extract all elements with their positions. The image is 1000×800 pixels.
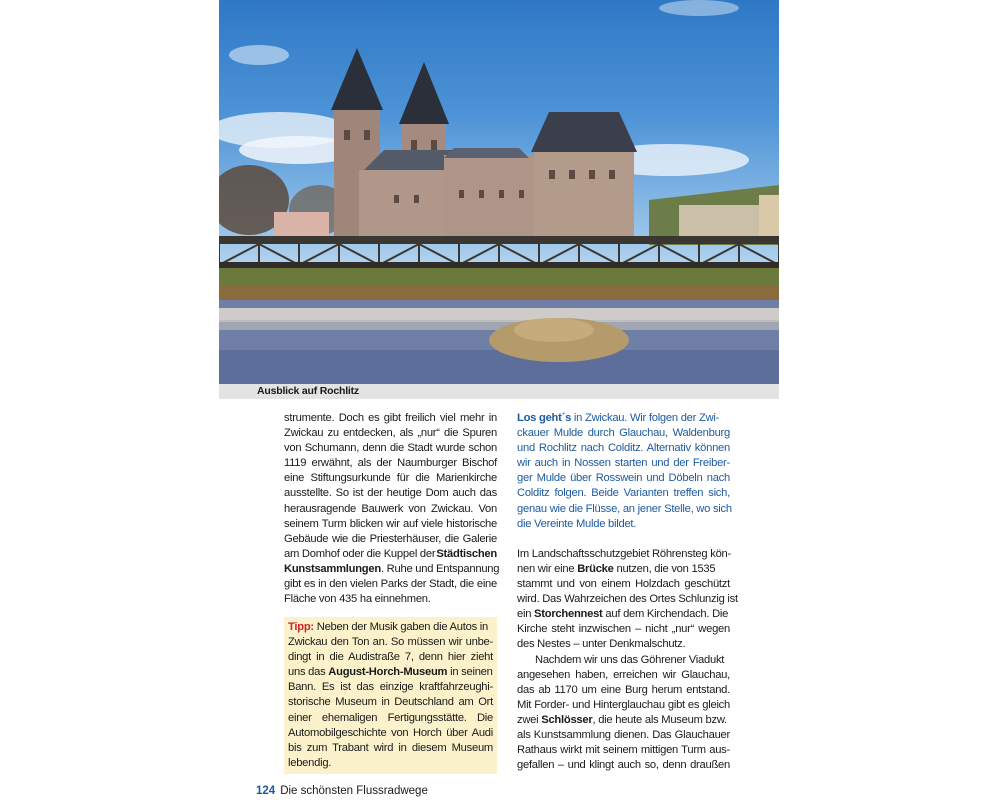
text-fragment: nutzen, die von 1535 [613,562,716,575]
tip-label: Tipp: [288,621,314,633]
tip-box [284,617,497,774]
text-fragment: zwei [517,713,542,726]
book-title: Die schönsten Flussradwege [280,785,428,797]
text-line: Mit Forder- und Hinterglauchau gibt es gleich [517,698,730,711]
highlight-bruecke: Brücke [577,562,614,575]
text-line: und Rochlitz nach Colditz. Alternativ können [517,442,730,455]
text-fragment: auf dem Kirchendach. Die [602,608,729,621]
text-line [284,562,500,577]
castle-photo [219,0,779,384]
text-line: genau wie die Flüsse, an jener Stelle, wo sich [517,502,732,515]
paragraph-glauchau [517,653,730,774]
text-line: Im Landschaftsschutzgebiet Röhrensteg kön- [517,547,731,560]
text-line [517,607,730,622]
text-line: ausstellte. So ist der heutige Dom auch das [284,487,497,500]
highlight-staedtischen: Städtischen [436,547,497,560]
highlight-storchennest: Storchennest [534,608,603,621]
intro-paragraph [517,411,730,532]
text-line: Rathaus wirkt mit seinem mittigen Turm aus- [517,744,730,757]
intro-heading: Los geht´s [517,412,572,424]
text-line: Colditz folgen. Beide Varianten treffen sich, [517,487,730,500]
text-line: ger Mulde über Rosswein und Döbeln nach [517,472,730,485]
text-line [517,411,730,426]
tip-line: storische Museum in Deutschland am Ort [288,696,493,709]
page-number: 124 [256,785,276,797]
text-line: Gebäude wie die Priesterhäuser, die Galerie [284,532,497,545]
text-fragment: Neben der Musik gaben die Autos in [313,621,488,633]
text-line: eine Stiftungsurkunde für die Marienkirche [284,472,497,485]
text-fragment: ein [517,608,535,621]
text-line: strumente. Doch es gibt freilich viel mehr in [284,412,497,424]
left-text-column [284,411,500,607]
right-text-column [517,411,738,773]
tip-line [288,665,493,680]
tip-line: einer ehemaligen Fertigungsstätte. Die [288,711,493,724]
page-footer [256,785,428,797]
text-line: seinem Turm blicken wir auf viele historische [284,517,497,530]
text-line: ckauer Mulde durch Glauchau, Waldenburg [517,427,730,440]
text-fragment: uns das [288,666,329,679]
tip-line: lebendig. [288,756,332,769]
text-line: wir auch in Nossen starten und der Freiber- [517,457,730,470]
paragraph-roehrensteg [517,547,738,653]
text-line [284,547,497,562]
highlight-august-horch-museum: August-Horch-Museum [328,666,448,679]
paragraph-spacer [517,532,730,547]
text-fragment: in Zwickau. Wir folgen der Zwi- [571,412,720,424]
highlight-kunstsammlungen: Kunstsammlungen [284,562,381,575]
text-line: von Schumann, denn die Stadt wurde schon [284,442,497,455]
text-line: stammt und von einem Holzdach geschützt [517,578,730,591]
text-fragment: am Domhof oder die Kuppel der [284,547,436,560]
highlight-schloesser: Schlösser [541,713,593,726]
text-line: Fläche von 435 ha einnehmen. [284,593,431,606]
text-line: herausragende Bauwerk von Zwickau. Von [284,502,497,515]
text-line [517,562,730,577]
text-line: angesehen haben, erreichen wir Glauchau, [517,668,730,681]
text-fragment: . Ruhe und Entspannung [380,562,500,575]
tip-line: bis zum Trabant wird in diesem Museum [288,741,493,754]
text-line: das ab 1170 um eine Burg herum entstand. [517,683,730,696]
tip-line: Bann. Es ist das einzige kraftfahrzeughi- [288,681,493,694]
photo-caption: Ausblick auf Rochlitz [257,385,359,397]
text-line: die Vereinte Mulde bildet. [517,517,637,530]
tip-line: dingt in die Audistraße 7, denn hier zieht [288,651,493,664]
text-line: Kirche steht inzwischen – nicht „nur“ wegen [517,623,730,636]
text-line: gibt es in den vielen Parks der Stadt, die eine [284,578,497,591]
tip-line: Zwickau den Ton an. So müssen wir unbe- [288,636,493,649]
text-fragment: nen wir eine [517,562,578,575]
text-line: Zwickau zu entdecken, als „nur“ die Spuren [284,427,497,440]
text-line: als Kunstsammlung dienen. Das Glauchauer [517,728,730,741]
text-line: des Nestes – unter Denkmalschutz. [517,638,686,651]
castle-photo-illustration [219,0,779,384]
text-line: gefallen – und klingt auch so, denn draußen [517,759,730,772]
text-line: wird. Das Wahrzeichen des Ortes Schlunzig ist [517,593,738,606]
text-fragment: , die heute als Museum bzw. [592,713,727,726]
photo-caption-bar [219,384,779,399]
text-fragment: in seinen [447,666,493,679]
tip-line: Automobilgeschichte von Horch über Audi [288,726,493,739]
text-line [517,713,730,728]
text-line: Nachdem wir uns das Göhrener Viadukt [535,653,725,666]
text-line: 1119 erwähnt, als der Naumburger Bischof [284,457,497,470]
tip-line [288,620,493,635]
